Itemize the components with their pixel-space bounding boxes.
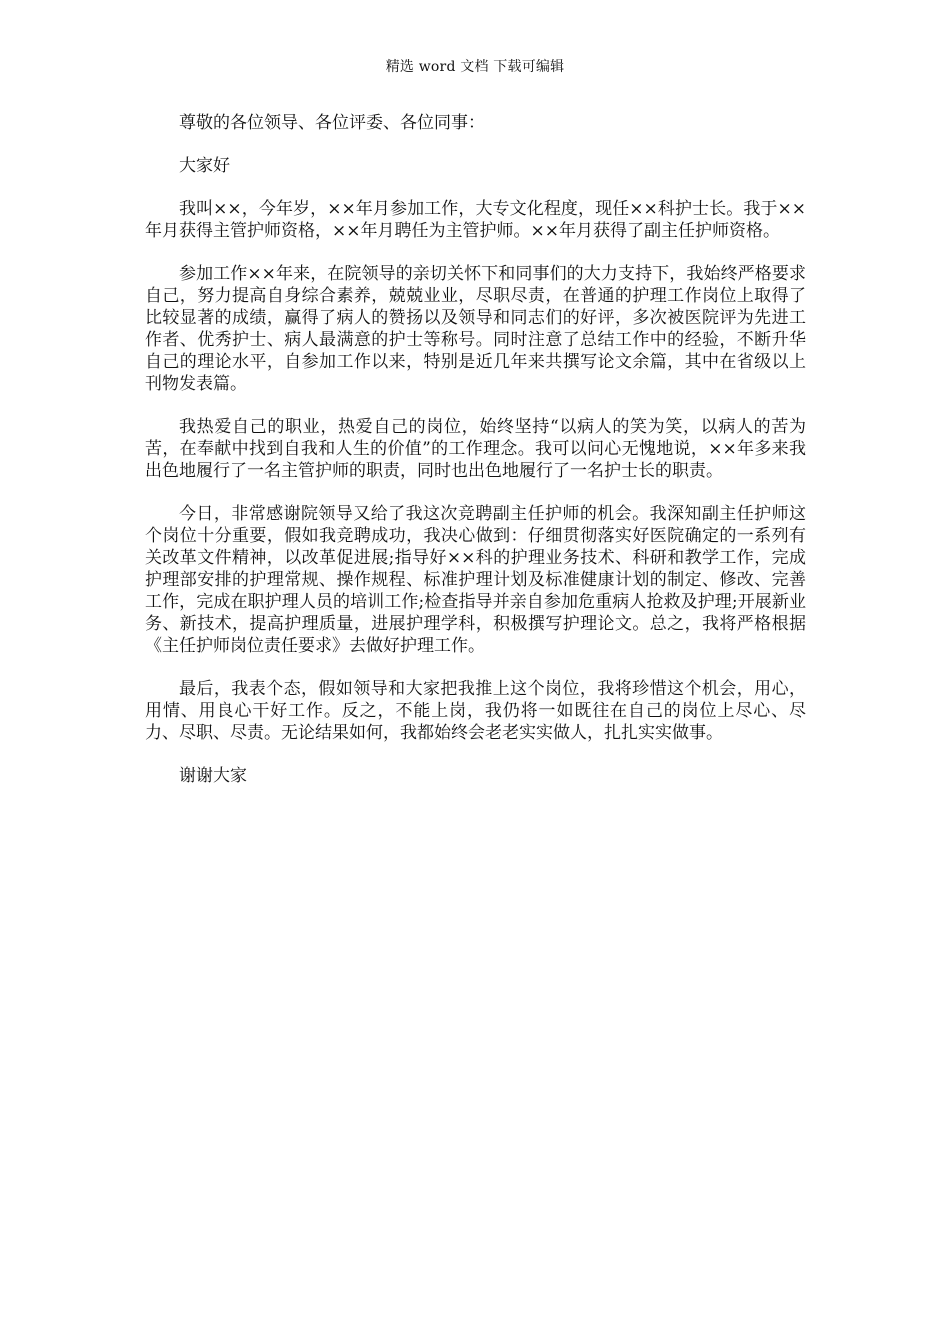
paragraph-work-philosophy: 我热爱自己的职业，热爱自己的岗位，始终坚持“以病人的笑为笑，以病人的苦为苦，在奉献中找到自我和人生的价值”的工作理念。我可以问心无愧地说，××年多来我出色地履行了一名主管护师的职责，同时也出色地履行了一名护士长的职责。 [145, 417, 806, 481]
page-header: 精选 word 文档 下载可编辑 [385, 59, 565, 75]
paragraph-introduction: 我叫××，今年岁，××年月参加工作，大专文化程度，现任××科护士长。我于××年月获得主管护师资格，××年月聘任为主管护师。××年月获得了副主任护师资格。 [145, 199, 806, 241]
closing-line: 谢谢大家 [179, 766, 247, 786]
paragraph-work-experience: 参加工作××年来，在院领导的亲切关怀下和同事们的大力支持下，我始终严格要求自己，努力提高自身综合素养，兢兢业业，尽职尽责，在普通的护理工作岗位上取得了比较显著的成绩，赢得了病人的赞扬以及领导和同志们的好评，多次被医院评为先进工作者、优秀护士、病人最满意的护士等称号。同时注意了总结工作中的经验，不断升华自己的理论水平，自参加工作以来，特别是近几年来共撰写论文余篇，其中在省级以上刊物发表篇。 [145, 264, 806, 394]
greeting-line: 大家好 [179, 156, 230, 176]
salutation-line: 尊敬的各位领导、各位评委、各位同事： [179, 113, 485, 133]
paragraph-commitments: 今日，非常感谢院领导又给了我这次竞聘副主任护师的机会。我深知副主任护师这个岗位十分重要，假如我竞聘成功，我决心做到：仔细贯彻落实好医院确定的一系列有关改革文件精神，以改革促进展;指导好××科的护理业务技术、科研和教学工作，完成护理部安排的护理常规、操作规程、标准护理计划及标准健康计划的制定、修改、完善工作，完成在职护理人员的培训工作;检查指导并亲自参加危重病人抢救及护理;开展新业务、新技术，提高护理质量，进展护理学科，积极撰写护理论文。总之，我将严格根据《主任护师岗位责任要求》去做好护理工作。 [145, 504, 806, 656]
document-body [145, 112, 806, 808]
paragraph-final-statement: 最后，我表个态，假如领导和大家把我推上这个岗位，我将珍惜这个机会，用心，用情、用良心干好工作。反之，不能上岗，我仍将一如既往在自己的岗位上尽心、尽力、尽职、尽责。无论结果如何，我都始终会老老实实做人，扎扎实实做事。 [145, 679, 806, 743]
